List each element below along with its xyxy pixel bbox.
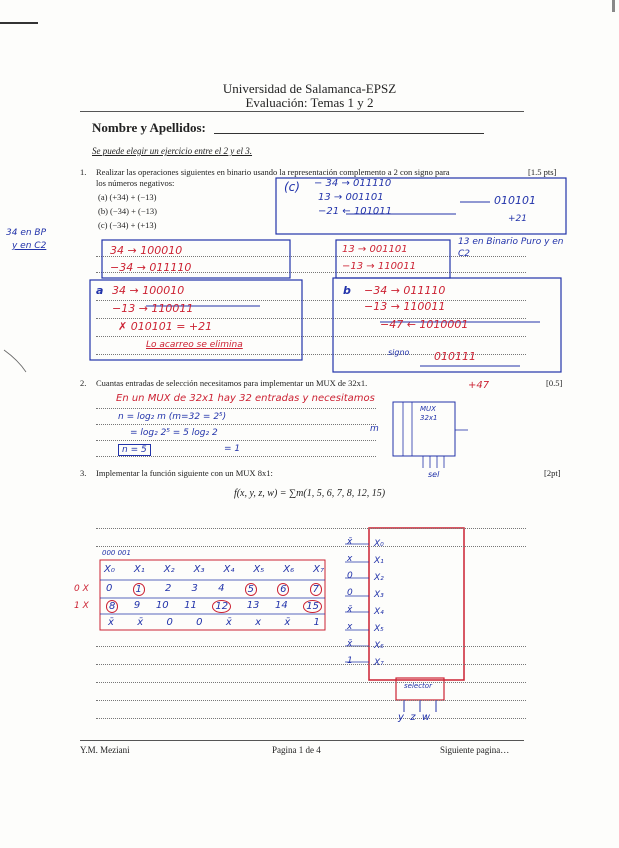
university-title: Universidad de Salamanca-EPSZ [222, 81, 397, 96]
mux-pin: X₀ [374, 539, 384, 549]
answer-line [96, 546, 526, 547]
table-cell: x̄ [225, 617, 232, 628]
table-cell: 13 [246, 600, 260, 611]
a-box-label: a [96, 284, 104, 297]
table-cell: 0 [166, 617, 173, 628]
table-cell: 0 [196, 617, 203, 628]
table-header-cell: X₃ [193, 564, 205, 575]
table-header-row [104, 564, 324, 575]
q3-text: Implementar la función siguiente con un MUX 8x1: [96, 468, 273, 478]
q1-number: 1. [80, 167, 87, 177]
name-label: Nombre y Apellidos: [92, 120, 206, 135]
b-box-line1: −34 → 011110 [364, 284, 446, 297]
answer-line [96, 664, 526, 665]
top-right-note: 13 en Binario Puro y en C2 [458, 237, 564, 259]
row0-label: 0 X [74, 584, 89, 594]
table-cell: x [255, 617, 261, 628]
table-cell: 11 [184, 600, 197, 611]
q2-answer-line5: = 1 [224, 444, 241, 454]
mux-input: x̄ [347, 537, 353, 547]
table-row-1 [106, 600, 322, 613]
mux-input: 0 [347, 588, 353, 598]
table-cell: 12 [212, 600, 231, 613]
top-left-line1: 34 → 100010 [110, 244, 183, 257]
table-cell: 0 [106, 583, 113, 594]
margin-note-1: 34 en BP [6, 228, 47, 238]
table-cell: 8 [106, 600, 118, 613]
answer-line [96, 682, 526, 683]
table-cell: 1 [133, 583, 145, 596]
row1-label: 1 X [74, 601, 89, 611]
answer-line [96, 408, 376, 409]
mux-pin: X₃ [374, 590, 384, 600]
q2-text: Cuantas entradas de selección necesitamos para implementar un MUX de 32x1. [96, 378, 368, 388]
table-cell: 6 [277, 583, 289, 596]
table-header-cell: X₄ [223, 564, 235, 575]
mux-input: x̄ [347, 639, 353, 649]
answer-line [96, 424, 376, 425]
mux-pin: X₅ [374, 624, 384, 634]
c-box-result: 010101 [494, 194, 536, 207]
top-right-line2: −13 → 110011 [342, 261, 417, 272]
table-cell: x̄ [108, 617, 114, 628]
mux-inputs-left [347, 534, 367, 670]
a-box-line3: ✗ 010101 = +21 [118, 320, 213, 333]
q1-text-line1: Realizar las operaciones siguientes en binario usando la representación complemento a 2 con signo para [96, 167, 450, 177]
mux-pin: X₆ [374, 641, 384, 651]
table-cell: 3 [191, 583, 198, 594]
table-cell: x̄ [137, 617, 144, 628]
answer-line [96, 440, 376, 441]
table-cell: x̄ [284, 617, 291, 628]
table-cell: 7 [310, 583, 322, 596]
a-box-line1: 34 → 100010 [112, 284, 185, 297]
table-top: 000 001 [102, 549, 131, 557]
mux-selector-label: selector [404, 682, 432, 690]
q1-text-line2: los números negativos: [96, 178, 175, 188]
table-cell: 15 [303, 600, 322, 613]
table-header-cell: X₇ [313, 564, 324, 575]
footer-rule [80, 740, 524, 741]
mux-pin: X₇ [374, 658, 384, 668]
q1-points: [1.5 pts] [528, 167, 557, 177]
table-cell: 1 [313, 617, 320, 628]
table-cell: 4 [218, 583, 225, 594]
c-box-line3: −21 ← 101011 [318, 206, 393, 217]
a-box-line2: −13 → 110011 [112, 302, 194, 315]
q2-answer-line1: En un MUX de 32x1 hay 32 entradas y necesitamos [116, 393, 375, 404]
q1-option-b: (b) (−34) + (−13) [98, 206, 157, 216]
q2-answer-line2: n = log₂ m (m=32 = 2⁵) [118, 412, 227, 422]
q2-points: [0.5] [546, 378, 563, 388]
b-box-side-note: signo [388, 348, 410, 357]
q3-number: 3. [80, 468, 87, 478]
mux-selector-vars: y z w [398, 712, 431, 723]
answer-line [96, 700, 526, 701]
table-cell: 5 [245, 583, 257, 596]
a-box-note: Lo acarreo se elimina [146, 340, 243, 350]
q3-function: f(x, y, z, w) = ∑m(1, 5, 6, 7, 8, 12, 15) [233, 488, 386, 499]
q2-mux-label: MUX 32x1 [420, 405, 438, 422]
mux-input: 1 [347, 656, 353, 666]
exam-subtitle: Evaluación: Temas 1 y 2 [245, 95, 374, 110]
answer-line [96, 718, 526, 719]
b-box-label: b [343, 284, 351, 297]
q2-answer-line4: n = 5 [118, 444, 151, 456]
q2-sel-label: sel [428, 470, 440, 479]
b-box-line4: 010111 [434, 350, 476, 363]
table-header-cell: X₀ [104, 564, 115, 575]
footer-author: Y.M. Meziani [80, 745, 130, 755]
mux-input: x [347, 554, 353, 564]
answer-line [96, 528, 526, 529]
b-box-line3: −47 ← 1010001 [380, 318, 469, 331]
table-header-cell: X₆ [283, 564, 295, 575]
q1-option-c: (c) (−34) + (+13) [98, 220, 157, 230]
b-box-line2: −13 → 110011 [364, 300, 446, 313]
table-cell: 9 [133, 600, 141, 611]
mux-input: x [347, 622, 353, 632]
margin-note-2: y en C2 [12, 241, 47, 251]
c-box-label: (c) [284, 180, 300, 194]
c-box-result-dec: +21 [508, 214, 527, 224]
top-left-line2: −34 → 011110 [110, 261, 192, 274]
exercise-note: Se puede elegir un ejercicio entre el 2 y el 3. [92, 146, 253, 156]
table-row-0 [106, 583, 322, 596]
mux-pin: X₁ [374, 556, 384, 566]
answer-line [96, 456, 376, 457]
top-right-line1: 13 → 001101 [342, 244, 408, 255]
table-header-cell: X₁ [133, 564, 145, 575]
mux-pin: X₄ [374, 607, 384, 617]
footer-page: Pagina 1 de 4 [272, 745, 321, 755]
mux-pin: X₂ [374, 573, 384, 583]
c-box-line2: 13 → 001101 [318, 192, 384, 203]
mux-input: 0 [347, 571, 353, 581]
q3-points: [2pt] [544, 468, 561, 478]
table-cell: 2 [165, 583, 172, 594]
table-cell: 14 [274, 600, 288, 611]
table-header-cell: X₂ [163, 564, 175, 575]
q2-number: 2. [80, 378, 87, 388]
q2-m-label: m [370, 424, 379, 434]
mux-input: x̄ [347, 605, 353, 615]
mux-inputs-right [374, 536, 398, 672]
table-header-cell: X₅ [253, 564, 265, 575]
q1-option-a: (a) (+34) + (−13) [98, 192, 157, 202]
table-row-result [108, 617, 320, 628]
table-cell: 10 [155, 600, 169, 611]
c-box-line1: − 34 → 011110 [314, 178, 392, 189]
b-box-result-dec: +47 [468, 380, 490, 391]
answer-line [96, 646, 526, 647]
q2-answer-line3: = log₂ 2⁵ = 5 log₂ 2 [130, 428, 218, 438]
footer-next: Siguiente pagina… [440, 745, 510, 755]
